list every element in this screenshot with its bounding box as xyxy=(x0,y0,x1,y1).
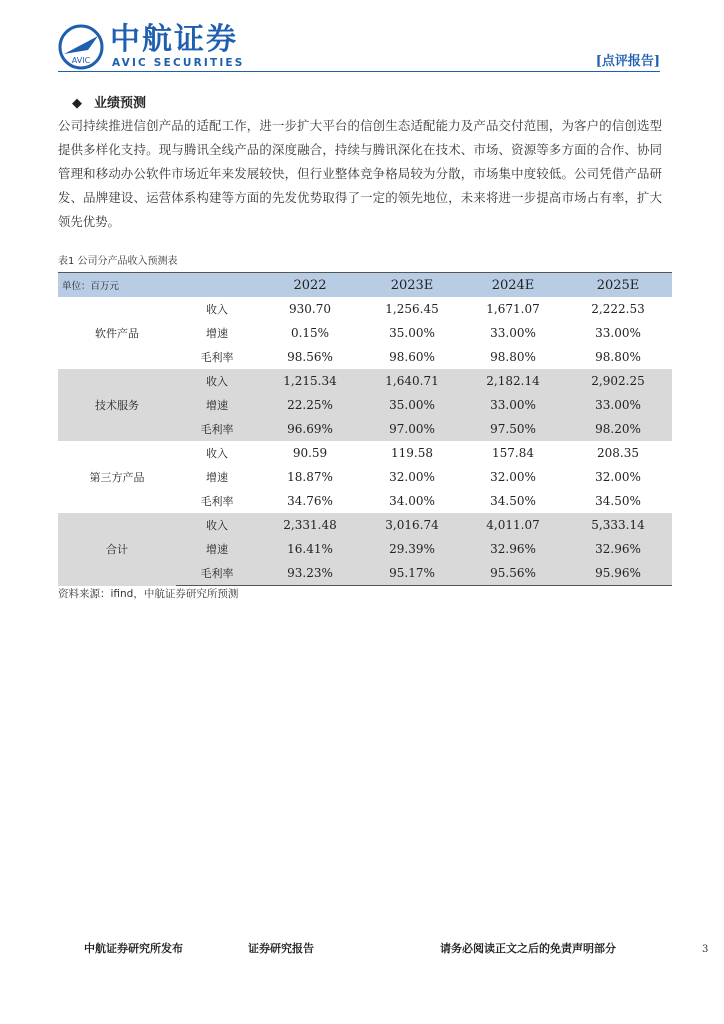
value-cell: 208.35 xyxy=(597,446,639,460)
value-cell: 97.50% xyxy=(462,417,564,441)
value-cell: 34.50% xyxy=(490,494,536,508)
value-cell: 98.60% xyxy=(389,350,435,364)
value-cell: 95.17% xyxy=(362,561,462,586)
value-cell: 16.41% xyxy=(258,537,362,561)
footer-report-type: 证券研究报告 xyxy=(248,942,314,955)
year-header: 2023E xyxy=(362,273,462,298)
diamond-bullet-icon: ◆ xyxy=(72,96,82,111)
value-cell: 1,671.07 xyxy=(486,302,540,316)
value-cell: 93.23% xyxy=(258,561,362,586)
value-cell: 98.20% xyxy=(564,417,672,441)
year-header: 2025E xyxy=(564,273,672,298)
value-cell: 18.87% xyxy=(287,470,333,484)
page-header xyxy=(58,22,660,70)
category-cell: 软件产品 xyxy=(95,327,139,340)
value-cell: 930.70 xyxy=(289,302,331,316)
value-cell: 90.59 xyxy=(292,446,328,460)
table-row xyxy=(58,297,672,321)
year-header: 2022 xyxy=(258,273,362,298)
value-cell: 32.00% xyxy=(595,470,641,484)
report-type-tag: [点评报告] xyxy=(595,54,660,69)
value-cell: 33.00% xyxy=(564,393,672,417)
value-cell: 0.15% xyxy=(290,326,330,340)
table-row xyxy=(58,369,672,393)
value-cell: 3,016.74 xyxy=(362,513,462,537)
value-cell: 2,331.48 xyxy=(258,513,362,537)
metric-cell: 增速 xyxy=(176,393,258,417)
metric-cell: 毛利率 xyxy=(200,495,234,508)
table-row xyxy=(58,513,672,537)
group-software xyxy=(58,297,672,369)
value-cell: 35.00% xyxy=(389,326,435,340)
value-cell: 33.00% xyxy=(462,393,564,417)
year-header: 2024E xyxy=(462,273,564,298)
metric-cell: 增速 xyxy=(176,537,258,561)
table-row xyxy=(58,441,672,465)
value-cell: 95.96% xyxy=(564,561,672,586)
value-cell: 5,333.14 xyxy=(564,513,672,537)
value-cell: 22.25% xyxy=(258,393,362,417)
metric-cell: 收入 xyxy=(206,447,228,460)
table-header-row xyxy=(58,273,672,298)
metric-cell: 增速 xyxy=(206,327,228,340)
group-total xyxy=(58,513,672,586)
value-cell: 32.00% xyxy=(490,470,536,484)
header-divider xyxy=(58,71,660,72)
value-cell: 119.58 xyxy=(391,446,433,460)
group-third-party xyxy=(58,441,672,513)
category-cell: 技术服务 xyxy=(58,369,176,441)
value-cell: 1,256.45 xyxy=(385,302,439,316)
value-cell: 2,902.25 xyxy=(564,369,672,393)
forecast-paragraph: 公司持续推进信创产品的适配工作，进一步扩大平台的信创生态适配能力及产品交付范围，为客户的信创选型提供多样化支持。现与腾讯全线产品的深度融合，持续与腾讯深化在技术、市场、资源等多方面的合作、协同管理和移动办公软件市场近年来发展较快，但行业整体竞争格局较为分散，市场集中度较低。公司凭借产品研发、品牌建设、运营体系构建等方面的先发优势取得了一定的领先地位，未来将进一步提高市场占有率，扩大领先优势。 xyxy=(58,118,662,229)
metric-cell: 毛利率 xyxy=(176,417,258,441)
footer-publisher: 中航证券研究所发布 xyxy=(84,942,183,955)
footer-disclaimer: 请务必阅读正文之后的免责声明部分 xyxy=(440,942,616,955)
unit-label: 单位：百万元 xyxy=(58,273,176,298)
metric-header xyxy=(176,273,258,298)
value-cell: 32.96% xyxy=(462,537,564,561)
value-cell: 1,640.71 xyxy=(362,369,462,393)
value-cell: 34.50% xyxy=(595,494,641,508)
value-cell: 2,222.53 xyxy=(591,302,645,316)
metric-cell: 收入 xyxy=(206,303,228,316)
logo-english-name: AVIC SECURITIES xyxy=(112,57,245,69)
table-caption: 表1 公司分产品收入预测表 xyxy=(58,256,178,267)
revenue-forecast-table xyxy=(58,272,672,586)
value-cell: 98.80% xyxy=(595,350,641,364)
metric-cell: 收入 xyxy=(176,513,258,537)
value-cell: 96.69% xyxy=(258,417,362,441)
value-cell: 98.56% xyxy=(287,350,333,364)
value-cell: 29.39% xyxy=(362,537,462,561)
section-title-text: 业绩预测 xyxy=(94,96,147,111)
value-cell: 2,182.14 xyxy=(462,369,564,393)
value-cell: 97.00% xyxy=(362,417,462,441)
category-cell: 第三方产品 xyxy=(89,471,145,484)
value-cell: 157.84 xyxy=(492,446,534,460)
metric-cell: 毛利率 xyxy=(200,351,234,364)
value-cell: 4,011.07 xyxy=(462,513,564,537)
value-cell: 32.00% xyxy=(389,470,435,484)
data-source-note: 资料来源：ifind，中航证券研究所预测 xyxy=(58,588,239,600)
metric-cell: 毛利率 xyxy=(176,561,258,586)
value-cell: 33.00% xyxy=(490,326,536,340)
value-cell: 98.80% xyxy=(490,350,536,364)
value-cell: 34.76% xyxy=(287,494,333,508)
section-heading xyxy=(72,92,146,111)
group-tech-services xyxy=(58,369,672,441)
metric-cell: 增速 xyxy=(206,471,228,484)
value-cell: 95.56% xyxy=(462,561,564,586)
logo-chinese-name: 中航证券 xyxy=(110,22,238,57)
metric-cell: 收入 xyxy=(176,369,258,393)
value-cell: 33.00% xyxy=(595,326,641,340)
page-number: 3 xyxy=(702,944,709,955)
value-cell: 34.00% xyxy=(389,494,435,508)
avic-logo-icon xyxy=(58,24,104,70)
value-cell: 35.00% xyxy=(362,393,462,417)
value-cell: 1,215.34 xyxy=(258,369,362,393)
svg-text:AVIC: AVIC xyxy=(71,56,91,65)
value-cell: 32.96% xyxy=(564,537,672,561)
category-cell: 合计 xyxy=(58,513,176,586)
